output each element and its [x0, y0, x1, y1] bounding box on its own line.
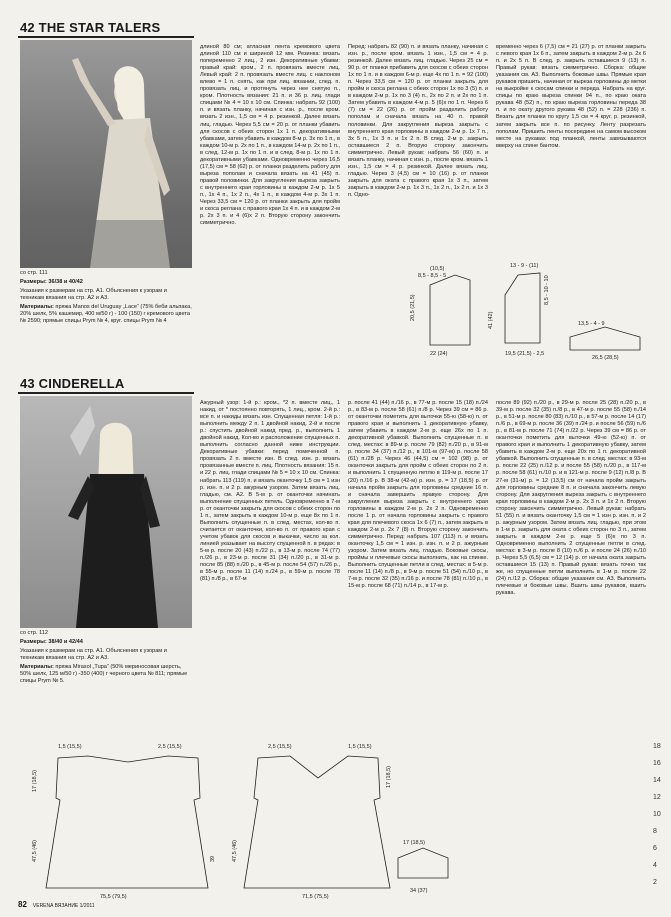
- ruler-4: 4: [653, 862, 657, 869]
- sizes-value-42: 36/38 и 40/42: [48, 279, 83, 285]
- s43-sleeve-bottom: 34 (37): [410, 888, 428, 894]
- s42-back-top: (10,5): [430, 266, 445, 272]
- s43-front-arm: 17 (18,5): [386, 765, 392, 788]
- sizes-42: [20, 279, 192, 286]
- photo-cinderella: [20, 396, 192, 628]
- ruler-8: 8: [653, 828, 657, 835]
- s43-back-top: 1,5 (15,5): [58, 744, 82, 750]
- schematic-43: [18, 738, 498, 900]
- schematic-42: [400, 255, 660, 360]
- pattern-42-header: 42 THE STAR TALERS: [20, 20, 161, 35]
- sizes-label-42: Размеры:: [20, 279, 47, 285]
- text-col-42-c: временно через 6 (7,5) см = 21 (27) р. от планки закрыть с левого края 1х 6 п., затем закрыть в каждом 2-м р. 2х 6 п. и 2х 5 п. В след. р. закрыть оставшиеся 9 (13) п. Правый рукав: вязать симметрично. Сборка: общие указания см. А3. Выполнить боковые швы. Прямые края рукавов пришить, начиная от выреза горловины до метки на выкройке к скосам спинки и переда. Набрать на круг. спицы по краю выреза спинки 94 п., по краю оката рукава 48 (52) п., по краю выреза горловины переда 38 п. и по окату другого рукава 48 (52) п. = 228 (236) п. Вязать для планки по кругу 1,5 см = 4 круг. р. резинкой, затем закрыть все п. по рисунку. Ленту разрезать пополам. Пришить ленты посередине на самом высоком месте на рукавах под планкой, ленты завязываются вверху на спине бантом.: [496, 44, 646, 149]
- note-42: Указания к размерам на стр. А1. Объяснения к узорам и техникам вязания на стр. А2 и А3.: [20, 288, 167, 301]
- page-number: 82: [18, 900, 27, 909]
- ruler-18: 18: [653, 743, 661, 750]
- note-43: Указания к размерам на стр. А1. Объяснения к узорам и техникам вязания на стр. А2 и А3.: [20, 648, 167, 661]
- s42-sleeve-bottom: 26,5 (28,5): [592, 355, 619, 360]
- page-ref-42: со стр. 111: [20, 270, 48, 276]
- sizes-value-43: 38/40 и 42/44: [48, 639, 83, 645]
- s43-back-bottom: 75,5 (79,5): [100, 894, 127, 900]
- ruler-10: 10: [653, 811, 661, 818]
- text-col-42-b: Перед: набрать 82 (90) п. и вязать планку, начиная с изн. р., после кром. вязать 1 изн., 1,5 см = 4 р. резинкой. Далее вязать лиц. гладью. Через 25 см = 90 р. от планки прибавить для скосов с обеих сторон 1х по 1 п. и в каждом 6-м р. еще 4х по 1 п. = 92 (100) п. Через 33,5 см = 120 р. от планки закрыть для пройм и скоса реглана с обеих сторон 1х по 3 (5) п. и в каждом 2-м р. 1х по 3 (4) п., 2х по 2 п. и 2х по 1 п. Затем убавить в каждом 4-м р. 5 (6)х по 1 п. Через 6 (7) см = 22 (26) р. от пройм разделить работу пополам и сначала вязать на 40 п. правой половинки. Для закругления выреза закрыть с внутреннего края горловины в каждом 2-м р. 1х 7 п., 3х 5 п., 1х 3 п. и 1х 2 п. В след. 2-м р. закрыть оставшиеся 2 п. Вторую сторону закончить симметрично. Левый рукав: набрать 56 (60) п. и вязать планку, начиная с изн. р., после кром. вязать 1 изн., 1,5 см = 4 р. резинкой. Далее вязать лиц. гладью. Через 3 (4,5) см = 10 (16) р. от планки закрыть для оката с правого края 1х 3 п., затем закрыть в каждом 2-м р. 1х 3 п., 1х 2 п., 1х 2 п. и 1х 3 п. Одно-: [348, 44, 488, 198]
- s42-front-bottom: 19,5 (21,5) - 2,5: [505, 351, 545, 357]
- side-ruler: [653, 738, 667, 891]
- materials-text-42: пряжа Manos del Uruguay „Lace“ (75% беби альпака, 20% шелк, 5% кашемир, 400 м/50 г) - 100 (150) г кремового цвета № 2590; прямые спицы Prym № 4, круг. спицы Prym № 4: [20, 304, 192, 324]
- magazine-name: VERENA ВЯЗАНИЕ 1/2011: [32, 903, 95, 909]
- schematic-42-back-half: [430, 275, 470, 345]
- ruler-12: 12: [653, 794, 661, 801]
- photo-star-talers: [20, 40, 192, 268]
- page-ref-43: со стр. 112: [20, 630, 49, 636]
- materials-label-42: Материалы:: [20, 304, 54, 310]
- caption-42: [20, 270, 192, 358]
- s43-front-bottom: 71,5 (75,5): [302, 894, 329, 900]
- materials-text-43: пряжа Mirasol „Tupa“ (50% мериносовая шерсть, 50% шелк, 125 м/50 г) -350 (400) г черного цвета № 811; прямые спицы Prym № 5.: [20, 664, 188, 684]
- s42-back-bottom: 22 (24): [430, 351, 448, 357]
- ruler-16: 16: [653, 760, 661, 767]
- text-col-43-b: р. после 41 (44) п./16 р., в 77-м р. после 15 (18) п./24 р., в 83-м р. после 58 (61) п./8 р. Через 39 см = 86 р. от оканточки пометить для выточки 55-ю (58-ю) п. от правого края и выполнить 1 декоративную убавку, затем убавить в каждом 2-м р. еще 26х по 1 п. декоративной убавкой. Выполнить спущенные п. в след. местах: в 89-м р. после 79 (82) п./20 р., в 91-м р. после 34 (37) п./12 р., в 101-м (97-м) р. после 58 (61) п./28 р. Через 46 (44,5) см = 102 (98) р. от оканточки закрыть для пройм с обеих сторон по 2 п. и выполнить 1 спущенную петлю в 119-м р. после 17 (20) п./16 р. В 38-м (42-м) р. изн. р. = 17 (18,5) р. от начала пройм закрыть для горловины средние 16 п. и сначала завершить правую сторону. Для закругления выреза закрыть с внутреннего края горловины в каждом 2-м р. 2х 2 п. Одновременно после 1 р. от начала горловины закрыть с правого края для плечевого скоса 1х 6 (7) п., затем закрыть в каждом 2-м р. 2х 7 (8) п. Вторую сторону закончить симметрично. Перед: набрать 107 (113) п. и вязать оканточку 1,5 см = 1 изн. р. изн. п. и 2 р. ажурным узором. Затем вязать лиц. гладью. Боковые скосы, проймы и плечевые скосы выполнить, как на спинке. Выполнить спущенные петли в след. местах: в 5-м р. после 11 (14) п./8 р., в 9-м р. после 51 (54) п./10 р., в 7-м р. после 32 (35) п./16 р. и после 78 (81) п./10 р., в 15-м р. после 68 (71) п./14 р., в 17-м р.: [348, 400, 488, 590]
- page-footer: [18, 900, 95, 909]
- s42-back-side: 20,5 (21,5): [410, 294, 416, 321]
- text-col-42-a: длиной 80 см; атласная лента кремового цвета длиной 110 см и шириной 12 мм. Резинка: вязать попеременно 2 лиц., 2 изн. Декоративные убавки: правый край: кром., 2 п. провязать вместе лиц. Левый край: 2 п. провязать вместе лиц. с наклоном влево = 1 п. снять, как при лиц. вязании, след. п. провязать лиц. и протянуть через нее снятую п., кром. Плотность вязания: 21 п. и 36 р. лиц. глади спицами № 4 = 10 х 10 см. Спинка: набрать 92 (100) п. и вязать планку, начиная с изн. р., после кром. вязать 2 изн., 1,5 см = 4 р. резинкой. Далее вязать лиц. гладью. Через 5,5 см = 20 р. от планки убавить для скосов с обеих сторон 1х 1 п. декоративными убавками, затем убавить в каждом 8-м р. 3х по 1 п., в каждом 10-м р. 2х по 1 п., в каждом 14-м р. 2х по 1 п., в след. 12-м р. 1х по 1 п. и в след. 8-м р. 1х по 1 п. декоративными убавками. Одновременно через 16,5 (17,5) см = 58 (62) р. от планки разделить работу для выреза пополам и сначала вязать на 41 (45) п. правой половинки. Для закругления выреза закрыть с внутреннего края горловины в каждом 2-м р. 1х 5 п., 1х 4 п., 1х 2 п., 4х 1 п., в каждом 4-м р. 3х 1 п. Через 33,5 см = 120 р. от планки закрыть для пройм и скоса реглана с правого края 1х 4 п. и в каждом 2-м р. 2х 3 п. и 4 (6)х 2 п. Вторую сторону закончить симметрично.: [200, 44, 340, 227]
- s42-front-top: 13 - 9 - (11): [510, 263, 539, 269]
- sizes-label-43: Размеры:: [20, 639, 47, 645]
- schematic-43-sleeve: [398, 848, 448, 878]
- s43-back-top2: 2,5 (15,5): [158, 744, 182, 750]
- schematic-43-front: [244, 756, 390, 888]
- materials-43: [20, 664, 192, 685]
- s43-back-mid: 39: [210, 855, 216, 862]
- materials-42: [20, 304, 192, 325]
- caption-43: [20, 630, 192, 720]
- s43-front-top: 2,5 (15,5): [268, 744, 292, 750]
- ruler-2: 2: [653, 879, 657, 886]
- ruler-14: 14: [653, 777, 661, 784]
- schematic-43-back: [46, 756, 208, 888]
- s43-sleeve-top: 17 (18,5): [403, 840, 426, 846]
- s43-back-height: 47,5 (46): [32, 839, 38, 862]
- materials-label-43: Материалы:: [20, 664, 54, 670]
- s43-front-top2: 1,5 (15,5): [348, 744, 372, 750]
- pattern-43-header: 43 CINDERELLA: [20, 376, 125, 391]
- text-col-43-a: Ажурный узор: 1-й р.: кром., *2 п. вместе лиц., 1 накид, от * постоянно повторять, 1 лиц., кром. 2-й р.: все п. и накиды вязать изн. Спущенная петля: 1-й р.: выполнить между 2 п. 1 двойной накид. 2-й и после р.: спустить двойной накид пред. р., выполнить 1 двойной накид. Кол-во и расположение спущенных п. выполнить согласно данной ниже инструкции. Декоративные убавки: перед помеченной п. провязать 2 п. вместе изн. В след. изн. р. вязать провязанные вместе п. лиц. Плотность вязания: 15 п. и 22 р. лиц. глади спицами № 5 = 10 х 10 см. Спинка: набрать 113 (119) п. и вязать оканточку 1,5 см = 1 изн р. изн. п. и 2 р. ажурным узором. Затем вязать лиц. гладью, см. А2. В 5-м р. от оканточки начинать выполнение спущенных петель. Одновременно в 7-м р. от оканточки закрыть для скосов с обеих сторон по 1 п., затем закрыть в каждом 10-м р. еще 8х по 1 п. Выполнить спущенные п. в след. местах, кол-во п. считается от оканточки, кол-во п. от правого края с учетом убавок для скосов и выкачки, число за кол. линией указывает на высоту спущенной п. в рядах: в 5-м р. после 20 (43) п./22 р., в 13-м р. после 74 (77) п./26 р., в 23-м р. после 31 (34) п./20 р., в 31-м р. после 85 (88) п./20 р., в 45-м р. после 54 (57) п./26 р., в 55-м р. после 11 (14) п./24 р., в 59-м р. после 78 (81) п./8 р., в 67-м: [200, 400, 340, 583]
- s43-back-arm: 17 (18,5): [32, 769, 38, 792]
- sizes-43: [20, 639, 192, 646]
- s42-sleeve-w: 13,5 - 4 - 9: [578, 321, 605, 327]
- header-rule-43: [18, 392, 194, 394]
- schematic-42-front-half: [505, 273, 540, 343]
- s42-back-top3: 8,5 - 8,5 - 5: [418, 273, 447, 279]
- schematic-42-sleeve: [570, 327, 640, 350]
- header-rule-42: [18, 36, 194, 38]
- text-col-43-c: после 89 (92) п./20 р., в 29-м р. после 25 (28) п./20 р., в 39-м р. после 32 (35) п./8 р., в 47-м р. после 55 (58) п./14 р., в 51-м р. после 80 (83) п./10 р., в 57-м р. после 14 (17) п./6 р., в 69-м р. после 36 (39) п./24 р. и после 56 (59) п./6 р., в 81-м р. после 71 (74) п./22 р. Через 39 см = 86 р. от оканточки пометить для выточки 49-ю (52-ю) п. от правого края и выполнить 1 декоративную убавку, затем убавить в каждом 2-м р. еще 20х по 1 п. декоративной убавкой. Выполнить спущенные п. в след. местах: в 93-м р. после 22 (25) п./12 р. и после 55 (58) п./20 р., в 117-м р. после 58 (61) п./10 р. и в 121-м р. после 9 (12) п./8 р. В 27-м (31-м) р. = 12 (13,5) см от начала пройм закрыть для горловины средние 8 п. и сначала закончить левую сторону. Для закругления выреза закрыть с внутреннего края горловины в каждом 2-м р. 2х 3 п. и 1х 2 п. Вторую сторону закончить симметрично. Левый рукав: набрать 51 (55) п. и вязать оканточку 1,5 см = 1 изн р. изн. п. и 2 р. ажурным узором. Затем вязать лиц. гладью, при этом в 1-м р. закрыть для оката с обеих сторон по 3 п., затем закрыть в каждом 2-м р. еще 5 (6)х по 3 п. Одновременно выполнить 2 спущенные петли в след. местах: в 3-м р. после 8 (10) п./6 р. и после 24 (26) п./10 р. Через 5,5 (6,5) см = 12 (14) р. от начала оката закрыть оставшиеся 15 (13) п. Правый рукав: вязать точно так же, но спущенные петли выполнить в 1-м р. после 22 (24) п./12 р. Сборка: общие указания см. А3. Выполнить плечевые и боковые швы. Вшить швы рукавов, вшить рукава.: [496, 400, 646, 597]
- ruler-6: 6: [653, 845, 657, 852]
- s42-front-right: 8,5 - 10 - 10: [544, 275, 550, 305]
- s43-front-height: 47,5 (46): [232, 839, 238, 862]
- s42-front-mid: 41 (42): [488, 311, 494, 329]
